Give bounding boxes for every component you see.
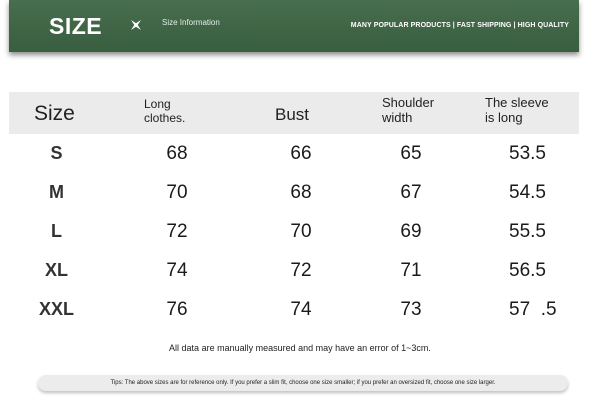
row-sleeve: 57 .5 [509, 299, 557, 320]
table-row [9, 182, 579, 222]
banner-subtitle: Size Information [162, 18, 220, 27]
row-size: XXL [38, 299, 74, 319]
row-bust: 74 [290, 299, 312, 320]
row-sleeve: 53.5 [509, 143, 546, 164]
table-row [9, 260, 579, 300]
row-size: S [50, 143, 63, 163]
row-long: 74 [166, 260, 188, 281]
four-point-star-icon [129, 18, 143, 32]
header-shoulder-line1: Shoulder [382, 95, 435, 110]
header-size: Size [34, 102, 75, 125]
measurement-note: All data are manually measured and may have an error of 1~3cm. [169, 343, 431, 353]
row-size: L [51, 221, 62, 241]
row-sleeve: 54.5 [509, 182, 546, 203]
header-long-line1: Long [144, 97, 171, 111]
header-sleeve-line1: The sleeve [485, 95, 549, 110]
header-sleeve-line2: is long [485, 109, 523, 125]
row-long: 70 [166, 182, 188, 203]
row-bust: 68 [290, 182, 312, 203]
table-row [9, 221, 579, 261]
header-long-line2: clothes. [144, 110, 186, 125]
header-banner [9, 0, 579, 52]
row-shoulder: 71 [400, 260, 422, 281]
header-shoulder-line2: width [382, 109, 413, 125]
header-sleeve-length [485, 96, 549, 126]
header-long-clothes [144, 98, 185, 126]
row-sleeve: 56.5 [509, 260, 546, 281]
row-long: 72 [166, 221, 188, 242]
row-long: 68 [166, 143, 188, 164]
header-bust: Bust [275, 105, 310, 124]
row-size: M [49, 182, 64, 202]
row-shoulder: 69 [400, 221, 422, 242]
row-long: 76 [166, 299, 188, 320]
size-table-header [9, 92, 579, 134]
row-size: XL [44, 260, 68, 280]
row-sleeve: 55.5 [509, 221, 546, 242]
tips-bar: Tips: The above sizes are for reference only. If you prefer a slim fit, choose one size smaller; if you prefer an oversized fit, choose one size larger. [38, 375, 568, 391]
table-row [9, 143, 579, 183]
row-shoulder: 67 [400, 182, 422, 203]
row-shoulder: 73 [400, 299, 422, 320]
header-shoulder-width [382, 96, 434, 126]
row-bust: 66 [290, 143, 312, 164]
banner-title: SIZE [49, 13, 103, 39]
row-bust: 72 [290, 260, 312, 281]
banner-tagline: MANY POPULAR PRODUCTS | FAST SHIPPING | HIGH QUALITY [350, 22, 569, 29]
row-bust: 70 [290, 221, 312, 242]
row-shoulder: 65 [400, 143, 422, 164]
table-row [9, 299, 579, 339]
